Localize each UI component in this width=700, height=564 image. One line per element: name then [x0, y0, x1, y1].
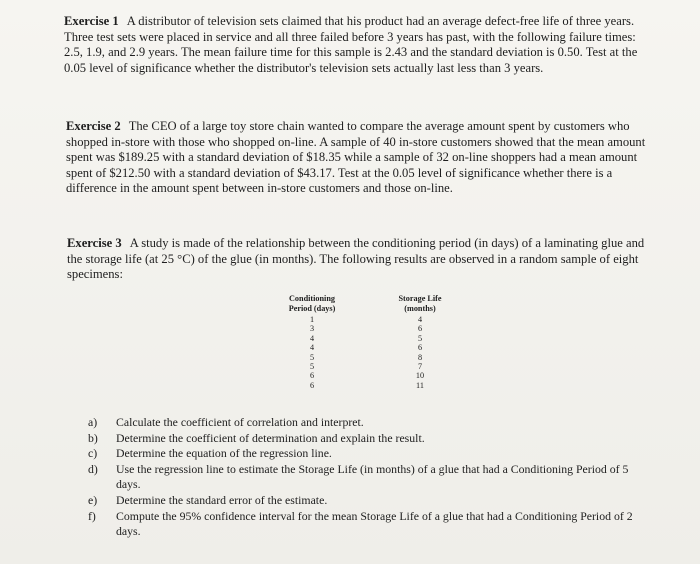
exercise-1-heading: Exercise 1	[64, 14, 119, 28]
exercise-3-text: A study is made of the relationship between the conditioning period (in days) of a laminating glue and the storage life (at 25 °C) of the glue (in months). The following results are observed in a random sample of eight specimens:	[67, 236, 645, 282]
question-letter: c)	[88, 446, 98, 461]
table-cell: 8	[417, 352, 423, 362]
exercise-3-heading: Exercise 3	[67, 236, 122, 250]
table-cell: 5	[417, 333, 423, 343]
conditioning-header-line2: Period (days)	[288, 304, 336, 313]
table-cell: 4	[309, 333, 315, 343]
question-item	[88, 446, 648, 462]
question-letter: a)	[88, 415, 98, 429]
question-list	[88, 415, 648, 540]
question-letter: f)	[88, 508, 96, 523]
question-letter: e)	[88, 492, 98, 507]
question-item	[88, 431, 648, 447]
table-cell: 6	[309, 371, 315, 381]
table-cell: 6	[417, 343, 423, 353]
question-text: Determine the coefficient of determination and explain the result.	[116, 430, 425, 445]
question-item	[88, 415, 648, 431]
exercise-1	[0, 14, 700, 76]
table-cell: 1	[309, 315, 315, 324]
question-letter: b)	[88, 430, 98, 445]
table-cell: 3	[309, 324, 315, 334]
conditioning-header-line1: Conditioning	[289, 294, 335, 303]
conditioning-period-header	[270, 294, 354, 315]
question-text: Determine the equation of the regression line.	[116, 446, 332, 461]
conditioning-period-column	[270, 294, 354, 390]
question-letter: d)	[88, 461, 98, 476]
table-cell: 6	[417, 324, 423, 334]
table-cell: 6	[309, 380, 315, 390]
question-item	[88, 493, 648, 509]
storage-life-column	[378, 294, 462, 390]
question-text: Determine the standard error of the estimate.	[116, 492, 328, 507]
question-text: Calculate the coefficient of correlation and interpret.	[116, 415, 364, 429]
table-cell: 4	[309, 343, 315, 353]
question-text: Use the regression line to estimate the Storage Life (in months) of a glue that had a Conditioning Period of 5 days.	[116, 461, 629, 492]
table-cell: 10	[415, 371, 425, 381]
storage-life-header	[378, 294, 462, 315]
table-cell: 5	[309, 352, 315, 362]
table-cell: 7	[417, 361, 423, 371]
storage-header-line2: (months)	[404, 304, 436, 313]
question-item	[88, 509, 648, 540]
exercise-3	[0, 236, 700, 283]
storage-header-line1: Storage Life	[398, 294, 442, 303]
exercise-2-heading: Exercise 2	[66, 119, 121, 133]
exercise-1-text: A distributor of television sets claimed that his product had an average defect-free life of three years. Three test sets were placed in service and all three failed before 3 years has past, with the following failure times: 2.5, 1.9, and 2.9 years. The mean failure time for this sample is 2.43 and the standard deviation is 0.50. Test at the 0.05 level of significance whether the distributor's television sets actually last less than 3 years.	[64, 14, 638, 75]
exercise-2	[0, 119, 700, 197]
table-cell: 5	[309, 361, 315, 371]
exercise-2-text: The CEO of a large toy store chain wanted to compare the average amount spent by customers who shopped in-store with those who shopped on-line. A sample of 40 in-store customers showed that the mean amount spent was $189.25 with a standard deviation of $18.35 while a sample of 32 on-line shoppers had a mean amount spent of $212.50 with a standard deviation of $43.17. Test at the 0.05 level of significance whether there is a difference in the amount spent between in-store customers and those on-line.	[66, 119, 646, 196]
table-cell: 11	[416, 380, 424, 390]
question-text: Compute the 95% confidence interval for the mean Storage Life of a glue that had a Conditioning Period of 2 days.	[116, 508, 633, 539]
question-item	[88, 462, 648, 493]
table-cell: 4	[417, 315, 423, 324]
